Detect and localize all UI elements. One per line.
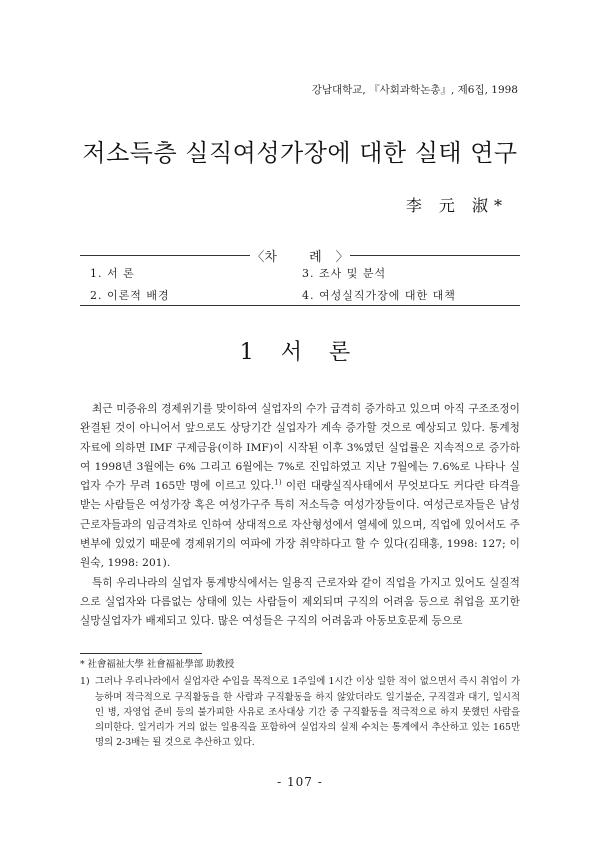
paragraph-1-part-2: 이런 대량실직사태에서 무엇보다도 커다란 타격을 받는 사람들은 여성가장 혹은 여성가구주 특히 저소득층 여성가장들이다. 여성근로자들은 남성근로자들과의 임금격차로 인하여 상대적으로 자산형성에서 열세에 있으며, 직업에 있어서도 주변부에 있었기 때문에 경제위기의 여파에 가장 취약하다고 할 수 있다(김태홍, 1998: 127; 이원숙, 1998: 201). xyxy=(80,480,520,570)
toc-item-measures: 4. 여성실직가장에 대한 대책 xyxy=(302,289,456,302)
footnote-1-marker: 1) xyxy=(80,676,90,688)
toc-item-survey: 3. 조사 및 분석 xyxy=(302,267,387,280)
body-text xyxy=(80,400,520,632)
toc-item-theory: 2. 이론적 배경 xyxy=(90,289,170,302)
footnote-1 xyxy=(80,674,520,750)
author-name: 李 元 淑* xyxy=(405,196,508,215)
toc-right-bracket-icon: 〉 xyxy=(335,250,349,265)
toc-item-introduction: 1. 서 론 xyxy=(90,267,135,280)
toc-heading-label: 차 례 xyxy=(264,250,336,265)
toc-bottom-rule xyxy=(80,305,520,306)
footnote-divider xyxy=(80,653,202,654)
toc-heading xyxy=(250,246,350,265)
paper-title: 저소득층 실직여성가장에 대한 실태 연구 xyxy=(82,139,518,167)
section-heading: 1 서 론 xyxy=(239,340,361,365)
footnotes xyxy=(80,657,520,751)
footnote-reference: 1) xyxy=(274,478,282,487)
body-paragraph-1 xyxy=(80,400,520,574)
body-paragraph-2: 특히 우리나라의 실업자 통계방식에서는 일용직 근로자와 같이 직업을 가지고 있어도 실질적으로 실업자와 다름없는 상태에 있는 사람들이 제외되며 구직의 어려움 등으로 취업을 포기한 실망실업자가 배제되고 있다. 많은 여성들은 구직의 어려움과 아동보호문제 등으로 xyxy=(80,576,520,628)
toc-top-rule-right xyxy=(350,255,520,256)
table-of-contents xyxy=(80,247,520,305)
paragraph-1-part-1: 최근 미증유의 경제위기를 맞이하여 실업자의 수가 급격히 증가하고 있으며 아직 구조조정이 완결된 것이 아니어서 앞으로도 상당기간 실업자가 계속 증가할 것으로 예상되고 있다. 통계청 자료에 의하면 IMF 구제금융(이하 IMF)이 시작된 이후 3%였던 실업률은 지속적으로 증가하여 1998년 3월에는 6% 그리고 6월에는 7%로 진입하였고 지난 7월에는 7.6%로 나타나 실업자 수가 무려 165만 명에 이르고 있다. xyxy=(80,403,520,493)
page-number: - 107 - xyxy=(277,775,323,789)
toc-top-rule-left xyxy=(80,255,250,256)
toc-left-bracket-icon: 〈 xyxy=(251,250,265,265)
footnote-1-text: 그러나 우리나라에서 실업자란 수입을 목적으로 1주일에 1시간 이상 일한 적이 없으면서 즉시 취업이 가능하며 적극적으로 구직활동을 한 사람과 구직활동을 하지 않았더라도 일기불순, 구직결과 대기, 일시적인 병, 자영업 준비 등의 불가피한 사유로 조사대상 기간 중 구직활동을 적극적으로 하지 못했던 사람을 의미한다. 일거리가 거의 없는 일용직을 포함하여 실업자의 실제 수치는 통계에서 추산하고 있는 165만명의 2-3배는 될 것으로 추산하고 있다. xyxy=(95,676,520,749)
journal-header: 강남대학교, 『사회과학논총』, 제6집, 1998 xyxy=(311,84,518,96)
author-affiliation: * 社會福祉大學 社會福祉學部 助教授 xyxy=(80,659,235,670)
